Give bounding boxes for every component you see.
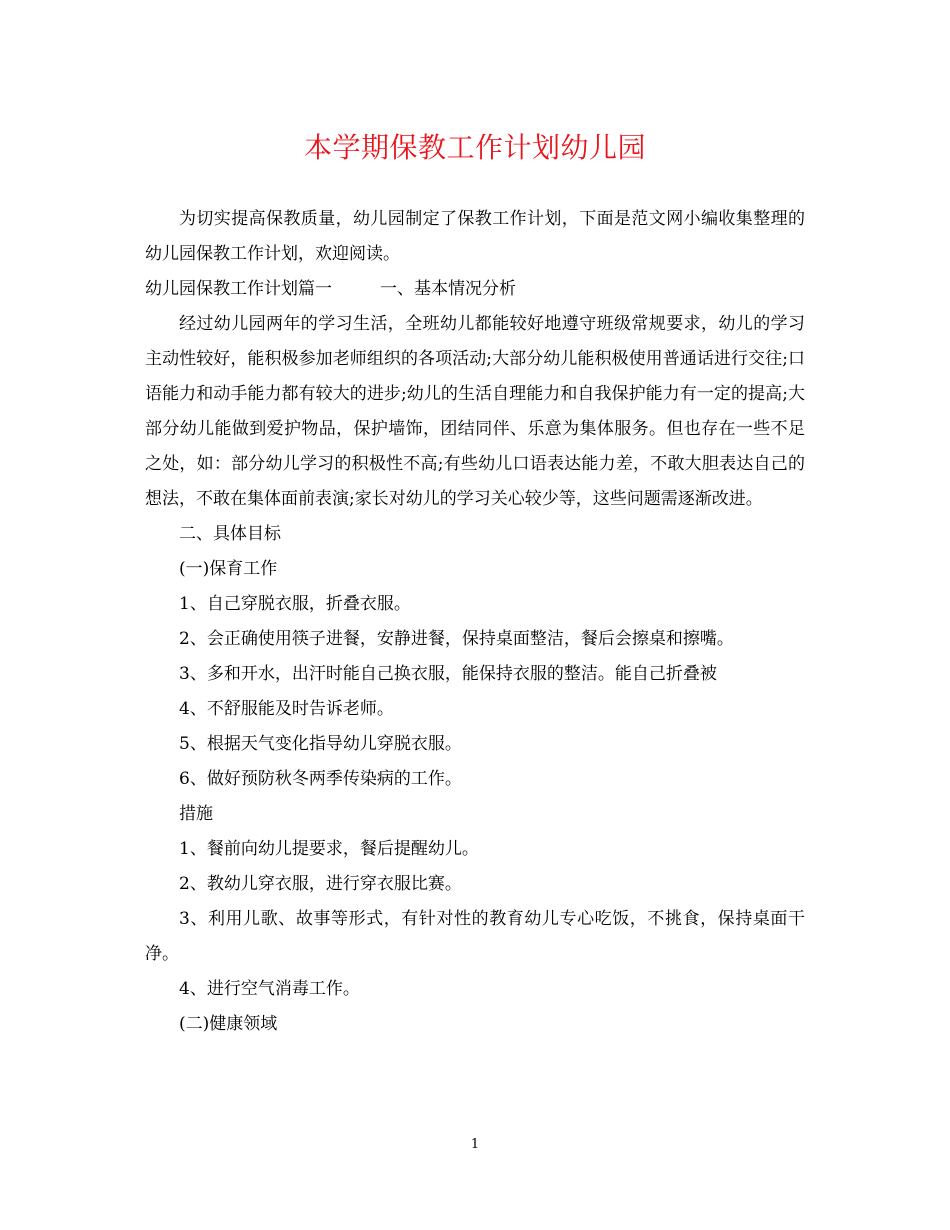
goals-heading: 二、具体目标 [179,524,281,544]
health-heading: (二)健康领域 [179,1014,278,1034]
care-item: 2、会正确使用筷子进餐，安静进餐，保持桌面整洁，餐后会擦桌和擦嘴。 [179,629,734,649]
measures-heading: 措施 [179,804,213,824]
measure-item: 4、进行空气消毒工作。 [179,979,360,999]
document-body [145,202,805,1042]
care-item: 4、不舒服能及时告诉老师。 [179,699,394,719]
intro-paragraph: 为切实提高保教质量，幼儿园制定了保教工作计划，下面是范文网小编收集整理的幼儿园保教工作计划，欢迎阅读。 [145,209,805,264]
page-number: 1 [470,1137,480,1152]
care-item: 5、根据天气变化指导幼儿穿脱衣服。 [179,734,462,754]
care-item: 6、做好预防秋冬两季传染病的工作。 [179,769,462,789]
care-item: 1、自己穿脱衣服，折叠衣服。 [179,594,411,614]
care-heading: (一)保育工作 [179,559,278,579]
section-heading-line [145,272,805,307]
section-label: 幼儿园保教工作计划篇一 [145,279,332,299]
care-item: 3、多和开水，出汗时能自己换衣服，能保持衣服的整洁。能自己折叠被 [179,664,717,684]
measure-item: 2、教幼儿穿衣服，进行穿衣服比赛。 [179,874,462,894]
measure-item: 1、餐前向幼儿提要求，餐后提醒幼儿。 [179,839,479,859]
analysis-paragraph: 经过幼儿园两年的学习生活，全班幼儿都能较好地遵守班级常规要求，幼儿的学习主动性较好，能积极参加老师组织的各项活动;大部分幼儿能积极使用普通话进行交往;口语能力和动手能力都有较大的进步;幼儿的生活自理能力和自我保护能力有一定的提高;大部分幼儿能做到爱护物品，保护墙饰，团结同伴、乐意为集体服务。但也存在一些不足之处，如：部分幼儿学习的积极性不高;有些幼儿口语表达能力差，不敢大胆表达自己的想法，不敢在集体面前表演;家长对幼儿的学习关心较少等，这些问题需逐渐改进。 [145,314,805,509]
document-title: 本学期保教工作计划幼儿园 [303,131,646,164]
measure-item: 3、利用儿歌、故事等形式，有针对性的教育幼儿专心吃饭，不挑食，保持桌面干净。 [145,909,805,964]
section-heading: 一、基本情况分析 [380,279,516,299]
